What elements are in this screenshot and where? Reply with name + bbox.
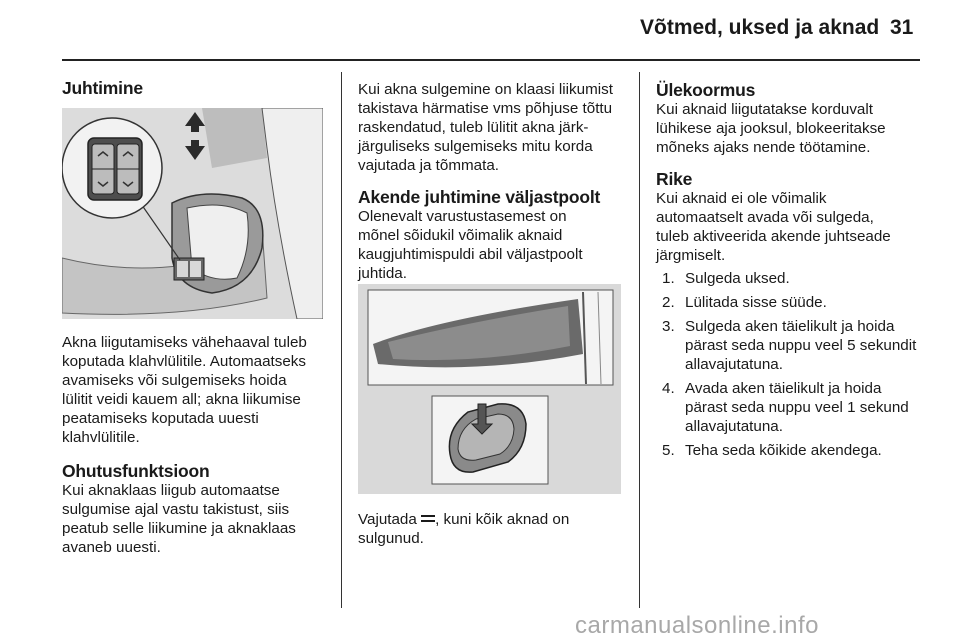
text-line: kaugjuhtimispuldi abil väljastpoolt (358, 246, 583, 263)
column-1 (62, 78, 330, 98)
step-number: 1. (662, 270, 675, 287)
text-line: peatub selle liikumine ja aknaklaas (62, 520, 296, 537)
text-line: koputada klahvlülitile. Automaatseks (62, 353, 306, 370)
control-paragraph (62, 333, 342, 447)
column-2-footer (358, 510, 633, 548)
step-number: 4. (662, 380, 675, 397)
text-fragment: Vajutada (358, 511, 422, 528)
text-line: avamiseks või sulgemiseks hoida (62, 372, 287, 389)
text-line: Kui aknaid liigutatakse korduvalt (656, 101, 873, 118)
text-line: mõneks ajaks nende töötamine. (656, 139, 871, 156)
column-2 (358, 80, 633, 283)
page-header-title: Võtmed, uksed ja aknad (640, 16, 880, 39)
list-item (656, 441, 926, 460)
text-line: Lülitada sisse süüde. (685, 294, 827, 311)
text-line: Avada aken täielikult ja hoida (685, 380, 882, 397)
page-number: 31 (890, 16, 914, 39)
text-line: Akna liigutamiseks vähehaaval tuleb (62, 334, 307, 351)
press-instruction (358, 510, 633, 548)
safety-paragraph (62, 481, 342, 557)
step-number: 5. (662, 442, 675, 459)
section-heading-safety: Ohutusfunktsioon (62, 461, 210, 481)
text-line: raskendatud, tuleb lülitit akna järk- (358, 119, 589, 136)
text-line: Kui aknaklaas liigub automaatse (62, 482, 280, 499)
list-item (656, 317, 926, 374)
text-line: juhtida. (358, 265, 407, 282)
section-heading-fault: Rike (656, 169, 693, 189)
remote-window-illustration (358, 284, 621, 494)
text-line: mõnel sõidukil võimalik aknaid (358, 227, 563, 244)
door-switch-illustration (62, 108, 323, 319)
step-number: 2. (662, 294, 675, 311)
text-fragment: , kuni kõik aknad on (435, 511, 570, 528)
list-item (656, 269, 926, 288)
frost-paragraph (358, 80, 633, 175)
section-heading-control: Juhtimine (62, 78, 143, 98)
door-switch-drawing (62, 108, 323, 319)
text-line: järgmiselt. (656, 247, 726, 264)
remote-paragraph (358, 207, 633, 283)
text-line: Olenevalt varustustasemest on (358, 208, 567, 225)
text-line: lülitit veidi kauem all; akna liikumise (62, 391, 301, 408)
text-line: allavajutatuna. (685, 418, 783, 435)
window-close-symbol-icon (421, 515, 435, 523)
text-line: lühikese aja jooksul, blokeeritakse (656, 120, 886, 137)
column-divider-right (639, 72, 640, 608)
section-heading-overload: Ülekoormus (656, 80, 756, 100)
text-line: klahvlülitile. (62, 429, 140, 446)
text-line: peatamiseks koputada uuesti (62, 410, 259, 427)
text-line: takistava härmatise vms põhjuse tõttu (358, 100, 613, 117)
watermark-text: carmanualsonline.info (575, 612, 819, 639)
remote-drawing (358, 284, 621, 494)
text-line: Kui akna sulgemine on klaasi liikumist (358, 81, 613, 98)
text-line: Kui aknaid ei ole võimalik (656, 190, 827, 207)
overload-paragraph (656, 100, 926, 157)
text-line: automaatselt avada või sulgeda, (656, 209, 874, 226)
text-line: avaneb uuesti. (62, 539, 161, 556)
text-line: Sulgeda uksed. (685, 270, 790, 287)
header-rule (62, 59, 920, 61)
text-line: tuleb aktiveerida akende juhtseade (656, 228, 891, 245)
fault-paragraph (656, 189, 926, 265)
text-line: Teha seda kõikide akendega. (685, 442, 882, 459)
text-line: allavajutatuna. (685, 356, 783, 373)
section-heading-remote: Akende juhtimine väljastpoolt (358, 187, 601, 207)
text-line: Sulgeda aken täielikult ja hoida (685, 318, 895, 335)
text-line: pärast seda nuppu veel 5 sekundit (685, 337, 917, 354)
column-1-body (62, 333, 342, 557)
fault-steps-list (656, 269, 926, 460)
step-number: 3. (662, 318, 675, 335)
text-line: pärast seda nuppu veel 1 sekund (685, 399, 909, 416)
column-3 (656, 80, 926, 465)
text-line: vajutada ja tõmmata. (358, 157, 499, 174)
text-line: järguliseks sulgemiseks mitu korda (358, 138, 593, 155)
text-line: sulgunud. (358, 530, 424, 547)
text-line: sulgumise ajal vastu takistust, siis (62, 501, 290, 518)
list-item (656, 293, 926, 312)
list-item (656, 379, 926, 436)
